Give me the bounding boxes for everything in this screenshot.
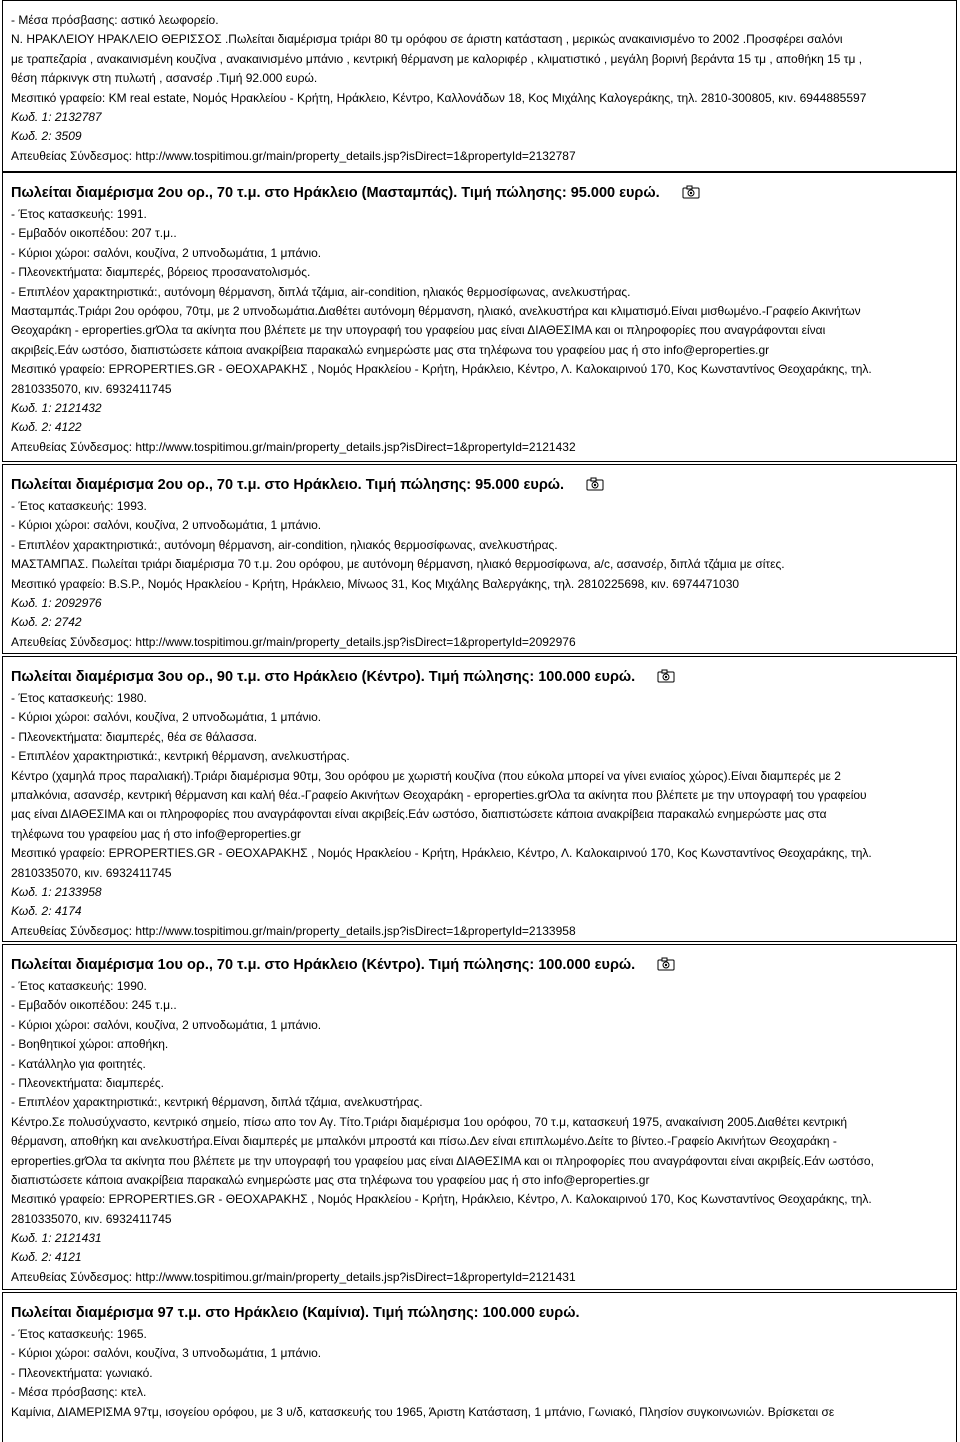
listing-title <box>11 953 946 977</box>
agency-line: Μεσιτικό γραφείο: B.S.P., Νομός Ηρακλείου - Κρήτη, Ηράκλειο, Μίνωος 31, Κος Μιχάλης Βαλεργάκης, τηλ. 2810225698, κιν. 6974471030 <box>11 576 740 591</box>
detail-line: - Κύριοι χώροι: σαλόνι, κουζίνα, 2 υπνοδωμάτια, 1 μπάνιο. <box>11 1017 322 1032</box>
code-1: Κωδ. 1: 2133958 <box>11 884 102 899</box>
description-line: τηλέφωνα του γραφείου μας ή στο info@eproperties.gr <box>11 826 301 841</box>
code-1: Κωδ. 1: 2121431 <box>11 1231 102 1246</box>
agency-line: Μεσιτικό γραφείο: EPROPERTIES.GR - ΘΕΟΧΑΡΑΚΗΣ , Νομός Ηρακλείου - Κρήτη, Ηράκλειο, Κέντρο, Λ. Καλοκαιρινού 170, Κος Κωνσταντίνος Θεοχαράκης, τηλ. <box>11 362 872 377</box>
detail-line: - Κύριοι χώροι: σαλόνι, κουζίνα, 2 υπνοδωμάτια, 1 μπάνιο. <box>11 518 322 533</box>
code-1: Κωδ. 1: 2132787 <box>11 109 102 124</box>
description-line: θέρμανση, αποθήκη και ανελκυστήρα.Είναι διαμπερές με μπαλκόνι μπροστά και πίσω.Δεν είναι επιπλωμένο.Δείτε το βίντεο.-Γραφείο Ακινήτων Θεοχαράκη - <box>11 1134 837 1149</box>
detail-line: - Έτος κατασκευής: 1993. <box>11 499 147 513</box>
agency-line: Μεσιτικό γραφείο: KM real estate, Νομός Ηρακλείου - Κρήτη, Ηράκλειο, Κέντρο, Καλλονάδων 18, Κος Μιχάλης Καλογεράκης, τηλ. 2810-300805, κιν. 6944885597 <box>11 90 867 105</box>
detail-line: - Έτος κατασκευής: 1991. <box>11 207 147 221</box>
camera-icon[interactable] <box>682 183 700 207</box>
description-line: Κέντρο.Σε πολυσύχναστο, κεντρικό σημείο, πίσω απο τον Αγ. Τίτο.Τριάρι διαμέρισμα 1ου ορόφου, 70 τ.μ, κατασκευή 1975, ανακαίνιση 2005.Διαθέτει κεντρική <box>11 1114 848 1129</box>
agency-phone: 2810335070, κιν. 6932411745 <box>11 1211 172 1226</box>
direct-link[interactable]: Απευθείας Σύνδεσμος: http://www.tospitimou.gr/main/property_details.jsp?isDirect=1&propertyId=2121432 <box>11 439 576 454</box>
camera-icon[interactable] <box>657 667 675 691</box>
listing-title-text: Πωλείται διαμέρισμα 2ου ορ., 70 τ.μ. στο Ηράκλειο. Τιμή πώλησης: 95.000 ευρώ. <box>11 477 565 493</box>
direct-link[interactable]: Απευθείας Σύνδεσμος: http://www.tospitimou.gr/main/property_details.jsp?isDirect=1&propertyId=2132787 <box>11 148 576 163</box>
description-line: Καμίνια, ΔΙΑΜΕΡΙΣΜΑ 97τμ, ισογείου ορόφου, με 3 υ/δ, κατασκευής του 1965, Άριστη Κατάσταση, 1 μπάνιο, Γωνιακό, Πλησίον συγκοινωνιών. Βρίσκεται σε <box>11 1404 835 1419</box>
description-line: eproperties.grΌλα τα ακίνητα που βλέπετε με την υπογραφή του γραφείου μας είναι ΔΙΑΘΕΣΙΜΑ και οι πληροφορίες που αναγράφονται είναι ακριβείς.Εάν ωστόσο, <box>11 1153 874 1168</box>
code-2: Κωδ. 2: 4174 <box>11 904 82 919</box>
detail-line: - Επιπλέον χαρακτηριστικά:, κεντρική θέρμανση, ανελκυστήρας. <box>11 749 350 764</box>
detail-line: - Έτος κατασκευής: 1980. <box>11 691 147 705</box>
code-2: Κωδ. 2: 4121 <box>11 1250 82 1265</box>
detail-line: - Έτος κατασκευής: 1990. <box>11 979 147 993</box>
detail-line: - Κατάλληλο για φοιτητές. <box>11 1056 146 1071</box>
detail-line: με τραπεζαρία , ανακαινισμένη κουζίνα , ανακαινισμένο μπάνιο , κεντρική θέρμανση με καλοριφέρ , κλιματιστικό , μεγάλη βορινή βεράντα 15 τμ , αποθήκη 15 τμ , <box>11 51 863 66</box>
detail-line: - Κύριοι χώροι: σαλόνι, κουζίνα, 2 υπνοδωμάτια, 1 μπάνιο. <box>11 710 322 725</box>
detail-line: - Επιπλέον χαρακτηριστικά:, αυτόνομη θέρμανση, air-condition, ηλιακός θερμοσίφωνας, ανελκυστήρας. <box>11 537 558 552</box>
detail-line: - Εμβαδόν οικοπέδου: 207 τ.μ.. <box>11 226 177 241</box>
agency-phone: 2810335070, κιν. 6932411745 <box>11 381 172 396</box>
code-1: Κωδ. 1: 2121432 <box>11 400 102 415</box>
description-line: μας είναι ΔΙΑΘΕΣΙΜΑ και οι πληροφορίες που αναγράφονται είναι ακριβείς.Εάν ωστόσο, διαπιστώσετε κάποια ανακρίβεια παρακαλώ ενημερώστε μας στα <box>11 807 827 822</box>
detail-line: - Πλεονεκτήματα: διαμπερές. <box>11 1075 164 1090</box>
agency-line: Μεσιτικό γραφείο: EPROPERTIES.GR - ΘΕΟΧΑΡΑΚΗΣ , Νομός Ηρακλείου - Κρήτη, Ηράκλειο, Κέντρο, Λ. Καλοκαιρινού 170, Κος Κωνσταντίνος Θεοχαράκης, τηλ. <box>11 846 872 861</box>
listing-title-text: Πωλείται διαμέρισμα 1ου ορ., 70 τ.μ. στο Ηράκλειο (Κέντρο). Τιμή πώλησης: 100.000 ευρώ. <box>11 957 636 973</box>
listing-title-text: Πωλείται διαμέρισμα 97 τ.μ. στο Ηράκλειο (Καμίνια). Τιμή πώλησης: 100.000 ευρώ. <box>11 1305 580 1321</box>
listing-box-kaminia <box>2 1292 957 1442</box>
agency-line: Μεσιτικό γραφείο: EPROPERTIES.GR - ΘΕΟΧΑΡΑΚΗΣ , Νομός Ηρακλείου - Κρήτη, Ηράκλειο, Κέντρο, Λ. Καλοκαιρινού 170, Κος Κωνσταντίνος Θεοχαράκης, τηλ. <box>11 1192 872 1207</box>
listing-box-2092976 <box>2 464 957 654</box>
detail-line: - Εμβαδόν οικοπέδου: 245 τ.μ.. <box>11 998 177 1013</box>
description-line: διαπιστώσετε κάποια ανακρίβεια παρακαλώ ενημερώστε μας στα τηλέφωνα του γραφείου μας ή στο info@eproperties.gr <box>11 1172 650 1187</box>
direct-link[interactable]: Απευθείας Σύνδεσμος: http://www.tospitimou.gr/main/property_details.jsp?isDirect=1&propertyId=2092976 <box>11 634 576 649</box>
listing-box-2121431 <box>2 944 957 1290</box>
description-line: ακριβείς.Εάν ωστόσο, διαπιστώσετε κάποια ανακρίβεια παρακαλώ ενημερώστε μας στα τηλέφωνα του γραφείου μας ή στο info@eproperties.gr <box>11 342 770 357</box>
detail-line: - Πλεονεκτήματα: γωνιακό. <box>11 1365 153 1380</box>
listing-box-2133958 <box>2 656 957 942</box>
description-line: Κέντρο (χαμηλά προς παραλιακή).Τριάρι διαμέρισμα 90τμ, 3ου ορόφου με χωριστή κουζίνα (που εύκολα μπορεί να γίνει ενιαίος χώρος).Είναι διαμπερές με 2 <box>11 768 841 783</box>
description-line: Θεοχαράκη - eproperties.grΌλα τα ακίνητα που βλέπετε με την υπογραφή του γραφείου μας είναι ΔΙΑΘΕΣΙΜΑ και οι πληροφορίες που αναγράφονται είναι <box>11 323 826 338</box>
description-line: Μασταμπάς.Τριάρι 2ου ορόφου, 70τμ, με 2 υπνοδωμάτια.Διαθέτει αυτόνομη θέρμανση, ηλιακό, ανελκυστήρα και κλιματισμό.Είναι μισθωμένο.-Γραφείο Ακινήτων <box>11 303 861 318</box>
direct-link[interactable]: Απευθείας Σύνδεσμος: http://www.tospitimou.gr/main/property_details.jsp?isDirect=1&propertyId=2121431 <box>11 1269 576 1284</box>
camera-icon[interactable] <box>657 955 675 979</box>
detail-line: - Πλεονεκτήματα: διαμπερές, θέα σε θάλασσα. <box>11 729 258 744</box>
listing-title-text: Πωλείται διαμέρισμα 2ου ορ., 70 τ.μ. στο Ηράκλειο (Μασταμπάς). Τιμή πώλησης: 95.000 ευρώ. <box>11 185 660 201</box>
listing-title <box>11 665 946 689</box>
listing-title <box>11 473 946 497</box>
description-line: ΜΑΣΤΑΜΠΑΣ. Πωλείται τριάρι διαμέρισμα 70 τ.μ. 2ου ορόφου, με αυτόνομη θέρμανση, ηλιακό θερμοσίφωνα, a/c, ασανσέρ, διπλά τζάμια με σίτες. <box>11 557 785 572</box>
camera-icon[interactable] <box>586 475 604 499</box>
agency-phone: 2810335070, κιν. 6932411745 <box>11 865 172 880</box>
code-2: Κωδ. 2: 4122 <box>11 420 82 435</box>
detail-line: - Έτος κατασκευής: 1965. <box>11 1327 147 1341</box>
listing-title <box>11 181 946 205</box>
listing-box-2121432 <box>2 172 957 462</box>
detail-line: Ν. ΗΡΑΚΛΕΙΟΥ ΗΡΑΚΛΕΙΟ ΘΕΡΙΣΣΟΣ .Πωλείται διαμέρισμα τριάρι 80 τμ ορόφου σε άριστη κατάσταση , μερικώς ανακαινισμένο το 2002 .Προσφέρει σαλόνι <box>11 32 843 47</box>
listing-title <box>11 1301 946 1325</box>
code-1: Κωδ. 1: 2092976 <box>11 595 102 610</box>
listing-title-text: Πωλείται διαμέρισμα 3ου ορ., 90 τ.μ. στο Ηράκλειο (Κέντρο). Τιμή πώλησης: 100.000 ευρώ. <box>11 669 636 685</box>
direct-link[interactable]: Απευθείας Σύνδεσμος: http://www.tospitimou.gr/main/property_details.jsp?isDirect=1&propertyId=2133958 <box>11 923 576 938</box>
detail-line: - Μέσα πρόσβασης: κτελ. <box>11 1385 147 1400</box>
detail-line: - Μέσα πρόσβασης: αστικό λεωφορείο. <box>11 13 219 27</box>
detail-line: - Επιπλέον χαρακτηριστικά:, κεντρική θέρμανση, διπλά τζάμια, ανελκυστήρας. <box>11 1095 423 1110</box>
detail-line: - Επιπλέον χαρακτηριστικά:, αυτόνομη θέρμανση, διπλά τζάμια, air-condition, ηλιακός θερμοσίφωνας, ανελκυστήρας. <box>11 284 631 299</box>
detail-line: - Κύριοι χώροι: σαλόνι, κουζίνα, 3 υπνοδωμάτια, 1 μπάνιο. <box>11 1346 322 1361</box>
description-line: μπαλκόνια, ασανσέρ, κεντρική θέρμανση και καλή θέα.-Γραφείο Ακινήτων Θεοχαράκη - eproperties.grΌλα τα ακίνητα που βλέπετε με την υπογραφή του γραφείου <box>11 787 867 802</box>
detail-line: - Πλεονεκτήματα: διαμπερές, βόρειος προσανατολισμός. <box>11 265 311 280</box>
detail-line: - Κύριοι χώροι: σαλόνι, κουζίνα, 2 υπνοδωμάτια, 1 μπάνιο. <box>11 245 322 260</box>
detail-line: - Βοηθητικοί χώροι: αποθήκη. <box>11 1037 169 1052</box>
code-2: Κωδ. 2: 2742 <box>11 615 82 630</box>
listing-box-2132787 <box>2 0 957 172</box>
code-2: Κωδ. 2: 3509 <box>11 129 82 144</box>
detail-line: θέση πάρκινγκ στη πυλωτή , ασανσέρ .Τιμή 92.000 ευρώ. <box>11 71 318 86</box>
